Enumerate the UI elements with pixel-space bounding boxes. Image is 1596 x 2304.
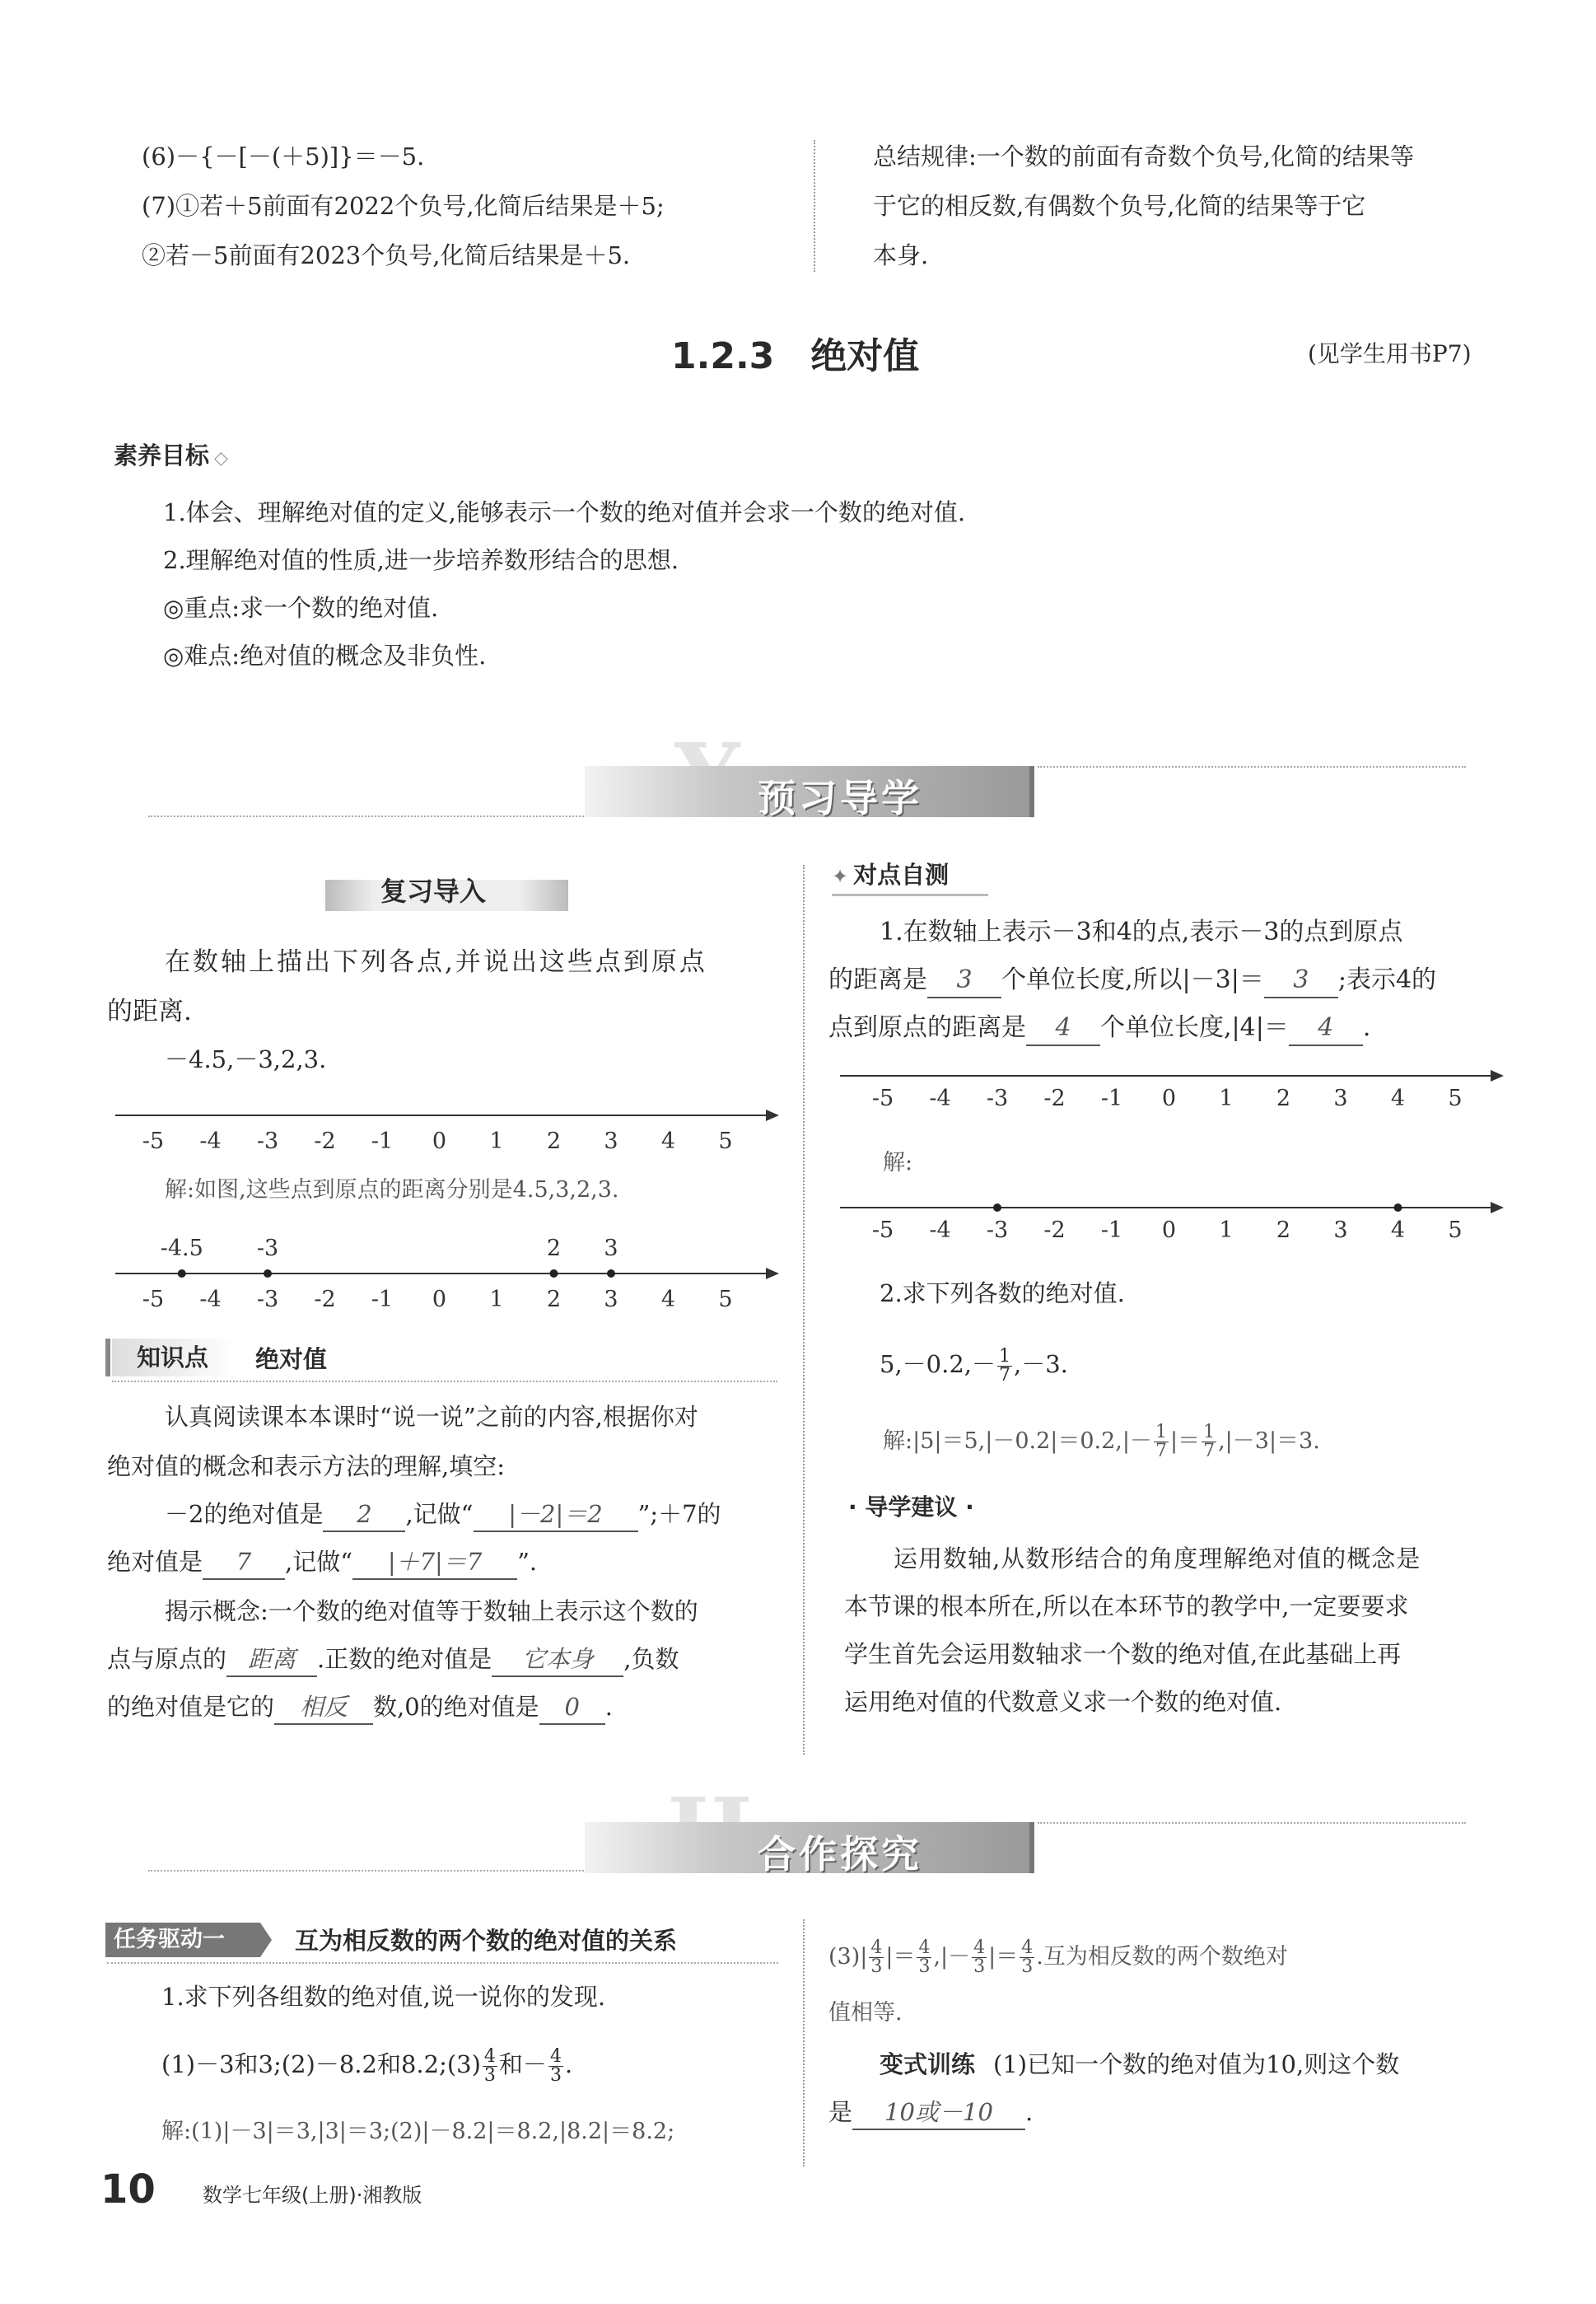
fraction [1202, 1423, 1216, 1460]
axis-tick-label: 5 [718, 1287, 733, 1312]
knowledge-p2: 绝对值的概念和表示方法的理解,填空: [107, 1452, 505, 1480]
fraction-numerator: 4 [973, 1937, 986, 1958]
task-q1: 1.求下列各组数的绝对值,说一说你的发现. [161, 1983, 606, 2011]
goal-difficulty: ◎难点:绝对值的概念及非负性. [163, 642, 487, 670]
task-variant-line-2 [828, 2096, 1033, 2130]
selftest-text: ,|－3|＝3. [1218, 1428, 1320, 1454]
fraction-numerator: 4 [549, 2045, 562, 2067]
task-tag-arrow [260, 1923, 272, 1957]
review-number-line-marked [107, 1227, 782, 1314]
answer-blank: 7 [203, 1545, 285, 1580]
knowledge-bar [105, 1339, 110, 1376]
summary-line-2: 于它的相反数,有偶数个负号,化简的结果等于它 [873, 192, 1366, 220]
goal-key-point: ◎重点:求一个数的绝对值. [163, 594, 439, 622]
axis-tick-label: -1 [1100, 1086, 1123, 1111]
axis-tick-label: -4 [929, 1217, 951, 1243]
axis-point [993, 1203, 1001, 1212]
knowledge-p1: 认真阅读课本本课时“说一说”之前的内容,根据你对 [165, 1403, 698, 1431]
axis-tick-label: 1 [1219, 1217, 1234, 1243]
selftest-heading-text: 对点自测 [853, 861, 950, 889]
task-tag: 任务驱动一 [114, 1927, 225, 1952]
knowledge-text: . [604, 1693, 613, 1721]
axis-tick-label: -1 [1100, 1217, 1123, 1243]
axis-tick-label: -3 [256, 1287, 279, 1312]
axis-arrow-icon [1491, 1070, 1504, 1082]
goal-1: 1.体会、理解绝对值的定义,能够表示一个数的绝对值并会求一个数的绝对值. [163, 498, 966, 526]
answer-blank: |－2|＝2 [474, 1498, 638, 1532]
selftest-text: 点到原点的距离是 [828, 1013, 1026, 1042]
axis-tick-label: 0 [432, 1129, 447, 1154]
guide-line-4: 运用绝对值的代数意义求一个数的绝对值. [844, 1688, 1282, 1716]
axis-tick-label: -4 [199, 1129, 222, 1154]
knowledge-text: ,记做“ [285, 1548, 353, 1576]
axis-point-label: 3 [604, 1236, 618, 1261]
guide-heading: · 导学建议 · [848, 1493, 974, 1521]
selftest-text: 个单位长度,所以|－3|＝ [1001, 965, 1264, 994]
knowledge-text: 的绝对值是它的 [107, 1693, 275, 1721]
banner1-rule-right [1038, 766, 1466, 768]
diamond-icon: ◇ [214, 448, 228, 469]
goals-heading [114, 439, 228, 475]
axis-arrow-icon [1491, 1202, 1504, 1213]
axis-tick-label: -4 [199, 1287, 222, 1312]
task-rule [107, 1962, 778, 1964]
answer-blank: 2 [323, 1498, 405, 1532]
selftest-text: 的距离是 [828, 965, 927, 994]
axis-tick-label: 4 [660, 1287, 676, 1312]
axis-point-label: -4.5 [160, 1236, 203, 1261]
column-divider-bottom [803, 1919, 805, 2166]
selftest-q2-solution [883, 1417, 1320, 1466]
task-text: (1)－3和3;(2)－8.2和8.2;(3) [161, 2050, 481, 2078]
task-text: . [1025, 2098, 1034, 2126]
axis-tick-label: 2 [1276, 1217, 1291, 1243]
column-divider-mid [803, 865, 805, 1755]
fraction-denominator: 3 [870, 1956, 883, 1977]
banner1-rule-left [148, 816, 609, 817]
task-result-line-1 [828, 1932, 1288, 1982]
axis-tick-label: 4 [1390, 1086, 1406, 1111]
top-line-7b: ②若－5前面有2023个负号,化简后结果是＋5. [142, 241, 631, 269]
selftest-number-line-marked [832, 1194, 1507, 1260]
fraction-numerator: 4 [1021, 1937, 1034, 1958]
guide-line-2: 本节课的根本所在,所以在本环节的教学中,一定要要求 [844, 1592, 1409, 1620]
guide-line-3: 学生首先会运用数轴求一个数的绝对值,在此基础上再 [844, 1640, 1402, 1668]
selftest-heading [832, 858, 949, 893]
selftest-solution-label: 解: [883, 1150, 913, 1175]
axis-tick-label: -5 [871, 1086, 894, 1111]
answer-blank: 10或－10 [852, 2096, 1025, 2130]
review-p2: 的距离. [107, 997, 192, 1026]
selftest-q1-line1: 1.在数轴上表示－3和4的点,表示－3的点到原点 [880, 918, 1403, 946]
knowledge-line-7 [107, 1690, 613, 1725]
task-text: 是 [828, 2098, 853, 2126]
banner2-rule-right [1038, 1822, 1466, 1824]
fraction [548, 2045, 563, 2086]
axis-tick-label: -2 [1043, 1217, 1066, 1243]
axis-tick-label: 3 [604, 1129, 618, 1154]
axis-tick-label: 5 [1448, 1086, 1463, 1111]
knowledge-line-6 [107, 1643, 679, 1677]
axis-tick-label: 4 [660, 1129, 676, 1154]
axis-tick-label: -4 [929, 1086, 951, 1111]
axis-tick-label: 5 [718, 1129, 733, 1154]
banner1-title: 预习导学 [758, 776, 922, 820]
axis-tick-label: 2 [546, 1129, 562, 1154]
axis-point [178, 1269, 186, 1278]
task-result-line-2: 值相等. [828, 2000, 903, 2026]
axis-tick-label: 2 [546, 1287, 562, 1312]
fraction [1020, 1939, 1034, 1976]
selftest-text: 解:|5|＝5,|－0.2|＝0.2,|－ [883, 1428, 1152, 1454]
knowledge-text: ,记做“ [405, 1500, 474, 1528]
review-heading: 复习导入 [380, 876, 487, 907]
answer-blank: 3 [927, 964, 1001, 998]
task-text: .互为相反数的两个数绝对 [1036, 1944, 1288, 1970]
knowledge-line-5: 揭示概念:一个数的绝对值等于数轴上表示这个数的 [165, 1597, 698, 1625]
axis-tick-label: -3 [256, 1129, 279, 1154]
fraction [483, 2045, 497, 2086]
axis-tick-label: 1 [489, 1129, 504, 1154]
knowledge-text: .正数的绝对值是 [317, 1645, 492, 1673]
selftest-text: 个单位长度,|4|＝ [1100, 1013, 1289, 1042]
answer-blank: 0 [539, 1690, 605, 1725]
axis-point [607, 1269, 615, 1278]
axis-tick-label: -2 [1043, 1086, 1066, 1111]
axis-tick-label: 3 [1333, 1086, 1348, 1111]
axis-tick-label: -1 [371, 1287, 394, 1312]
task-q1-items [161, 2040, 572, 2089]
fraction-denominator: 7 [1203, 1441, 1216, 1461]
fraction-numerator: 4 [870, 1937, 883, 1958]
task-text: (3)| [828, 1944, 868, 1970]
answer-blank: 4 [1289, 1012, 1363, 1046]
summary-line-3: 本身. [873, 241, 929, 269]
axis-tick-label: -5 [142, 1129, 165, 1154]
task-text: |＝ [988, 1944, 1019, 1970]
column-divider-top [814, 140, 815, 272]
variant-tag: 变式训练 [880, 2050, 976, 2078]
selftest-q2-numbers [880, 1339, 1068, 1389]
knowledge-text: 绝对值是 [107, 1548, 203, 1576]
axis-tick-label: 4 [1390, 1217, 1406, 1243]
fraction-denominator: 3 [549, 2064, 562, 2086]
top-line-7a: (7)①若＋5前面有2022个负号,化简后结果是＋5; [142, 192, 665, 220]
review-number-line-blank [107, 1096, 782, 1170]
selftest-text: ,－3. [1014, 1350, 1068, 1378]
fraction-denominator: 3 [483, 2064, 496, 2086]
axis-arrow-icon [766, 1110, 779, 1121]
axis-tick-label: 5 [1448, 1217, 1463, 1243]
axis-arrow-icon [766, 1268, 779, 1279]
axis-tick-label: -5 [142, 1287, 165, 1312]
fraction [917, 1939, 931, 1976]
knowledge-text: ,负数 [623, 1645, 679, 1673]
axis-tick-label: 0 [1161, 1217, 1177, 1243]
task-variant-line-1 [880, 2048, 1399, 2081]
axis-tick-label: -1 [371, 1129, 394, 1154]
goals-heading-text: 素养目标 [114, 442, 210, 470]
fraction [1154, 1423, 1169, 1460]
axis-tick-label: -2 [314, 1129, 336, 1154]
axis-tick-label: -2 [314, 1287, 336, 1312]
task-solution: 解:(1)|－3|＝3,|3|＝3;(2)|－8.2|＝8.2,|8.2|＝8.2; [161, 2119, 675, 2144]
selftest-text: . [1362, 1013, 1371, 1042]
axis-tick-label: 3 [1333, 1217, 1348, 1243]
fraction-numerator: 4 [918, 1937, 931, 1958]
fraction-numerator: 1 [999, 1345, 1011, 1367]
answer-blank: |＋7|＝7 [352, 1545, 517, 1580]
knowledge-text: 点与原点的 [107, 1645, 227, 1673]
task-text: (1)已知一个数的绝对值为10,则这个数 [993, 2050, 1400, 2078]
review-solution: 解:如图,这些点到原点的距离分别是4.5,3,2,3. [165, 1177, 619, 1203]
top-line-6: (6)－{－[－(＋5)]}＝－5. [142, 143, 425, 171]
selftest-text: |＝ [1169, 1428, 1201, 1454]
task-text: . [564, 2050, 573, 2078]
section-title: 1.2.3 绝对值 [671, 335, 920, 377]
selftest-q2: 2.求下列各数的绝对值. [880, 1279, 1125, 1307]
knowledge-line-4 [107, 1545, 537, 1580]
knowledge-title: 绝对值 [255, 1345, 328, 1373]
answer-blank: 距离 [226, 1643, 317, 1677]
fraction-numerator: 1 [1203, 1422, 1216, 1442]
section-reference: (见学生用书P7) [1308, 340, 1472, 367]
answer-blank: 4 [1026, 1012, 1100, 1046]
review-points: －4.5,－3,2,3. [165, 1045, 327, 1073]
fraction-numerator: 4 [483, 2045, 496, 2067]
knowledge-text: ”. [517, 1548, 538, 1576]
axis-tick-label: 1 [1219, 1086, 1234, 1111]
selftest-number-line-blank [832, 1063, 1507, 1129]
knowledge-text: ”;＋7的 [637, 1500, 721, 1528]
knowledge-text: －2的绝对值是 [165, 1500, 324, 1528]
fraction-denominator: 7 [1155, 1441, 1167, 1461]
banner2-rule-left [148, 1870, 609, 1872]
review-p1: 在数轴上描出下列各点,并说出这些点到原点 [165, 947, 707, 977]
fraction-denominator: 7 [999, 1364, 1011, 1386]
axis-tick-label: 3 [604, 1287, 618, 1312]
goal-2: 2.理解绝对值的性质,进一步培养数形结合的思想. [163, 546, 679, 574]
axis-point-label: -3 [256, 1236, 279, 1261]
knowledge-text: 数,0的绝对值是 [373, 1693, 539, 1721]
axis-tick-label: 0 [432, 1287, 447, 1312]
answer-blank: 相反 [274, 1690, 373, 1725]
fraction-denominator: 3 [973, 1956, 986, 1977]
task-text: ,|－ [933, 1944, 971, 1970]
selftest-rule [832, 894, 988, 896]
axis-tick-label: 1 [489, 1287, 504, 1312]
answer-blank: 3 [1264, 964, 1338, 998]
axis-point [550, 1269, 558, 1278]
axis-point [264, 1269, 272, 1278]
task-text: 和－ [498, 2050, 547, 2078]
knowledge-tag: 知识点 [137, 1344, 209, 1372]
star-icon: ✦ [832, 865, 849, 888]
selftest-q1-line2 [828, 964, 1436, 998]
axis-tick-label: -3 [986, 1086, 1009, 1111]
axis-tick-label: 0 [1161, 1086, 1177, 1111]
knowledge-line-3 [165, 1498, 721, 1532]
selftest-text: ;表示4的 [1337, 965, 1437, 994]
fraction [997, 1345, 1012, 1386]
task-title: 互为相反数的两个数的绝对值的关系 [295, 1927, 678, 1955]
answer-blank: 它本身 [492, 1643, 623, 1677]
selftest-text: 5,－0.2,－ [880, 1350, 996, 1378]
axis-tick-label: -3 [986, 1217, 1009, 1243]
task-text: |＝ [885, 1944, 916, 1970]
fraction [972, 1939, 987, 1976]
guide-line-1: 运用数轴,从数形结合的角度理解绝对值的概念是 [894, 1545, 1421, 1573]
fraction-denominator: 3 [918, 1956, 931, 1977]
axis-tick-label: -5 [871, 1217, 894, 1243]
fraction-denominator: 3 [1021, 1956, 1034, 1977]
page-number: 10 [100, 2166, 156, 2213]
banner2-title: 合作探究 [758, 1832, 922, 1876]
axis-point-label: 2 [546, 1236, 562, 1261]
axis-point [1394, 1203, 1402, 1212]
axis-tick-label: 2 [1276, 1086, 1291, 1111]
book-title: 数学七年级(上册)·湘教版 [203, 2184, 422, 2207]
selftest-q1-line3 [828, 1012, 1370, 1046]
summary-line-1: 总结规律:一个数的前面有奇数个负号,化简的结果等 [873, 143, 1414, 171]
knowledge-rule [112, 1381, 777, 1382]
fraction-numerator: 1 [1155, 1422, 1167, 1442]
fraction [869, 1939, 884, 1976]
